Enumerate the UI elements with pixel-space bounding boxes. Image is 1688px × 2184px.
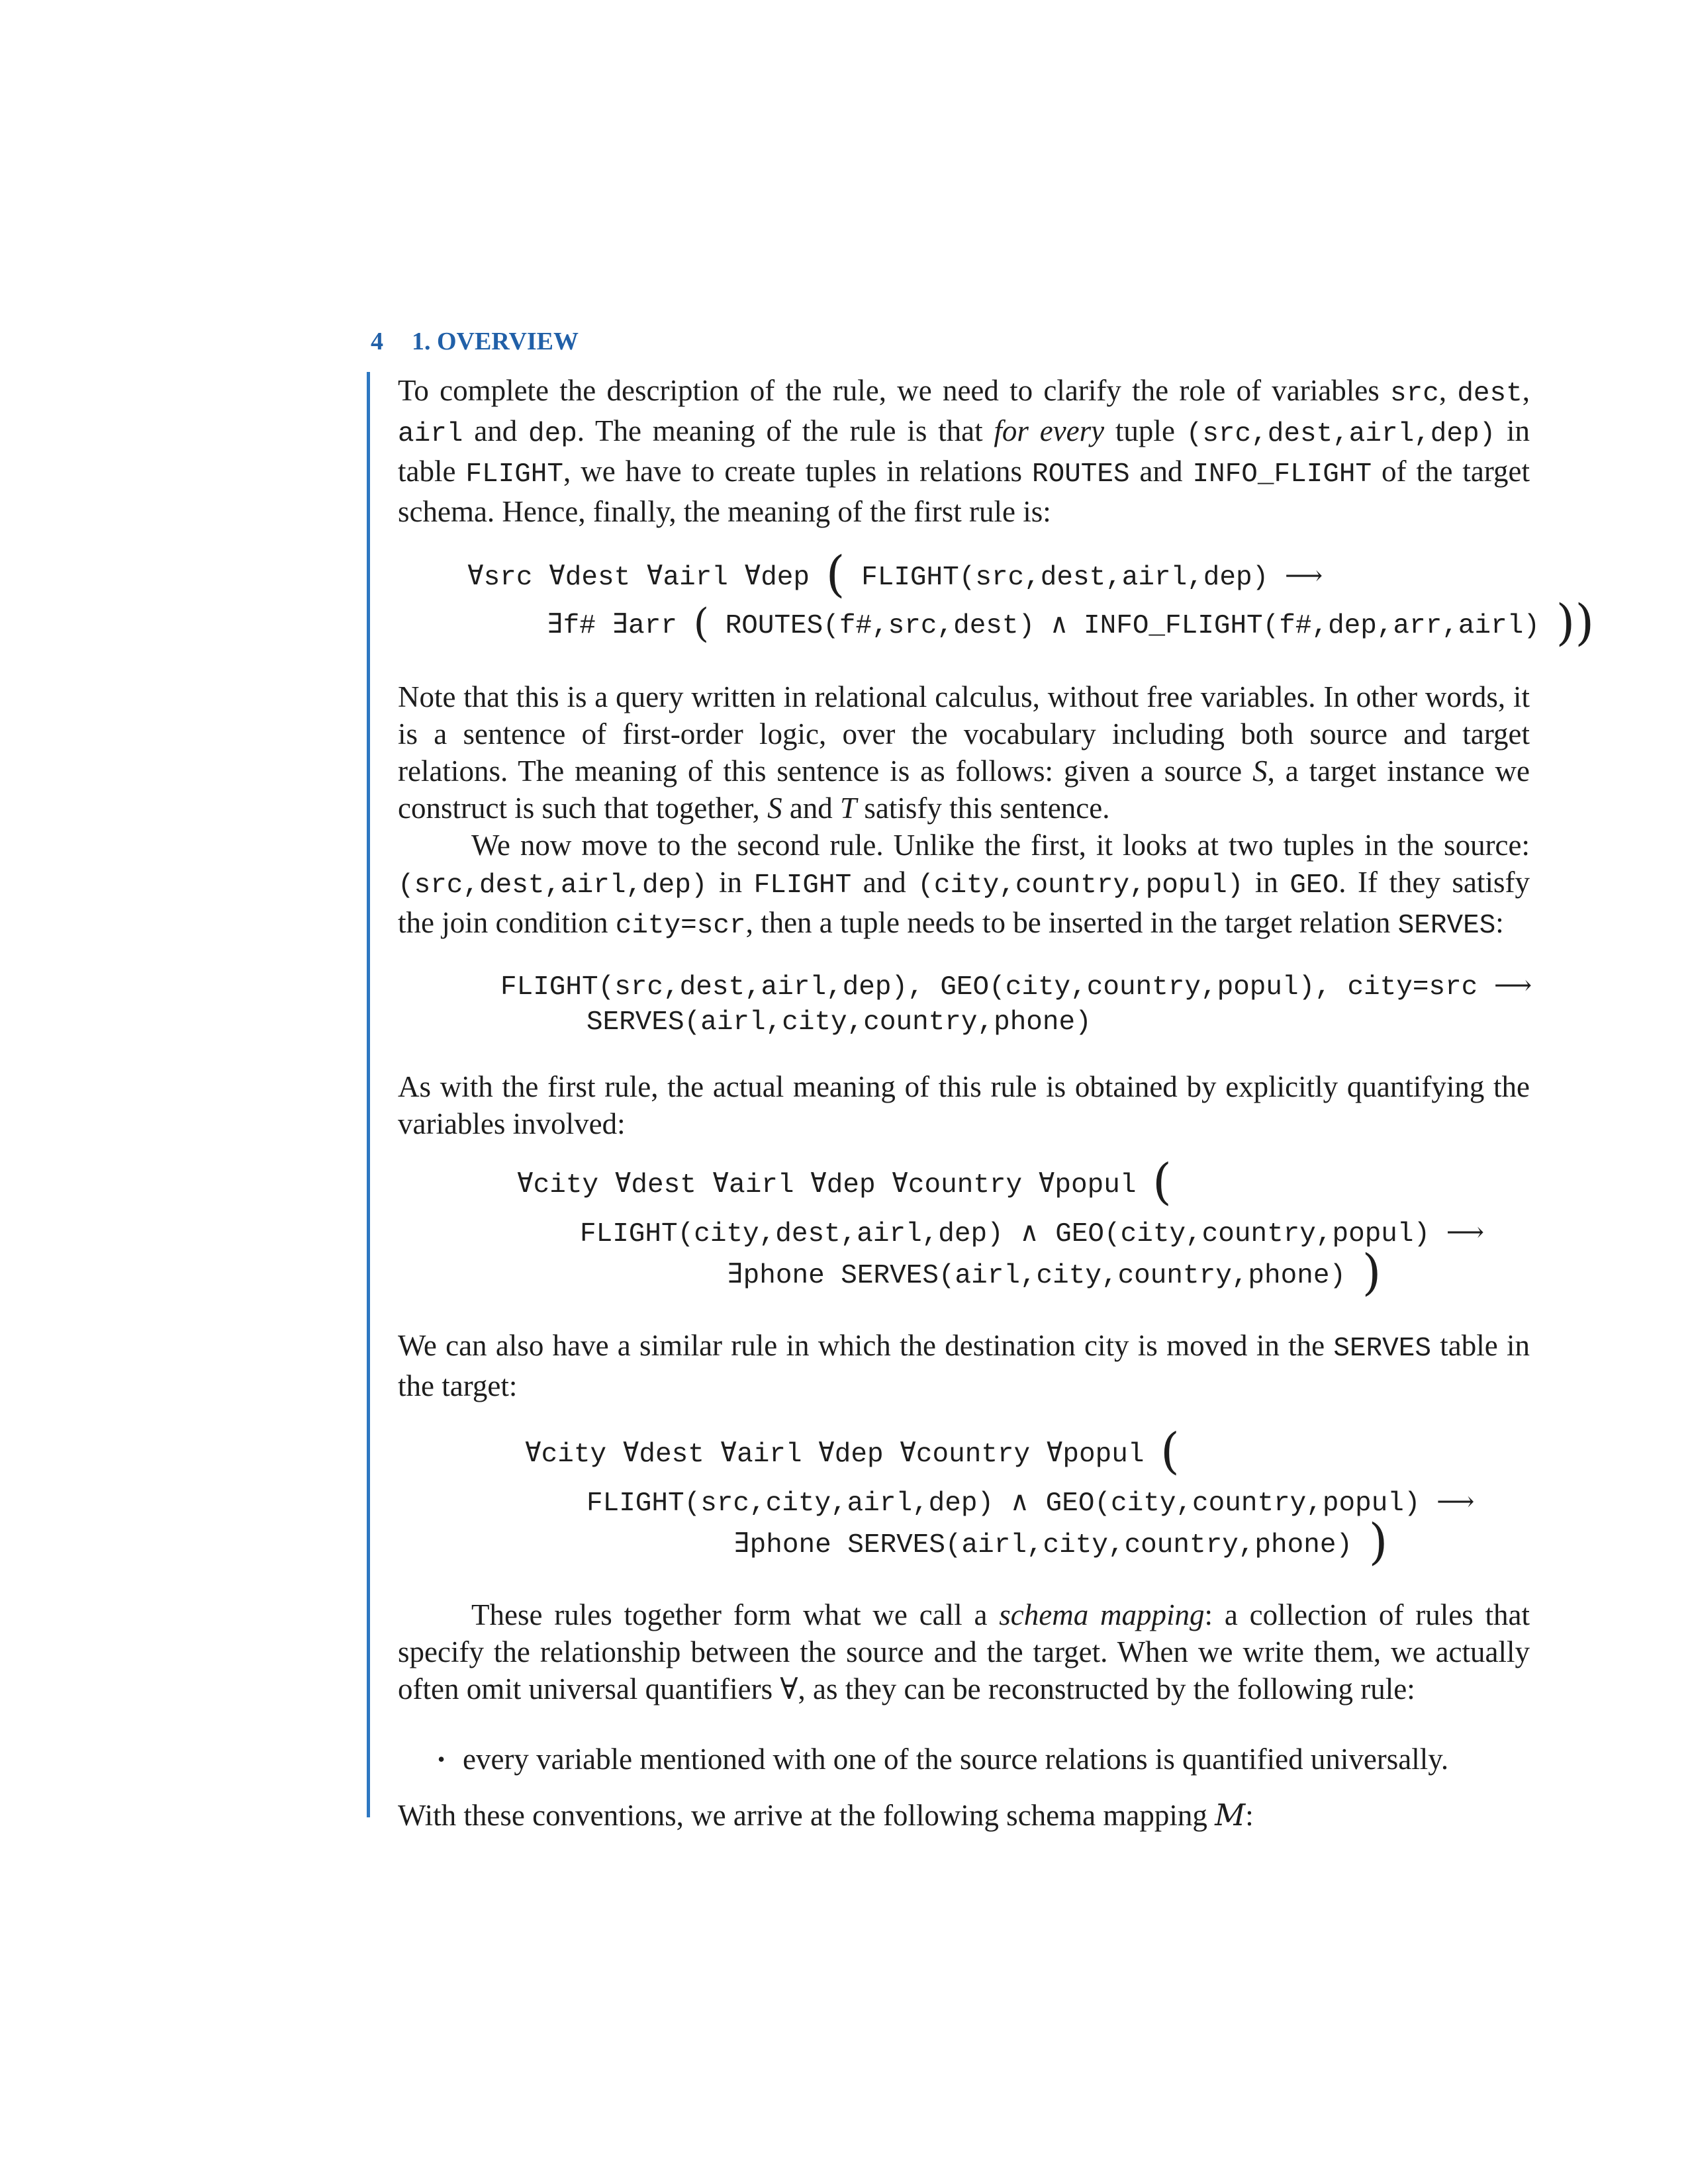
chapter-title: 1. OVERVIEW <box>412 328 579 355</box>
margin-change-bar <box>367 372 370 1817</box>
code-tuple: (src,dest,airl,dep) <box>398 870 708 901</box>
text: and <box>782 792 841 825</box>
page-number: 4 <box>371 328 383 355</box>
code-tuple: (city,country,popul) <box>917 870 1244 901</box>
text: and <box>463 414 528 447</box>
formula-part: GEO(city,country,popul) <box>940 972 1315 1003</box>
code-relation: FLIGHT <box>465 459 564 490</box>
paragraph-5 <box>398 1327 1530 1404</box>
close-paren: ) <box>1362 1244 1382 1301</box>
formula-2-line-1 <box>500 967 1532 1006</box>
code-var: dep <box>528 419 577 449</box>
formula-part: SERVES(airl,city,country,phone) <box>586 1007 1092 1038</box>
implies-arrow: ⟶ <box>1284 561 1323 591</box>
quantifiers: ∀city ∀dest ∀airl ∀dep ∀country ∀popul <box>517 1170 1137 1201</box>
text: , a target instance we construct is such that together, <box>398 754 1530 825</box>
math-var: S <box>1252 754 1268 788</box>
emphasis: schema mapping <box>999 1598 1205 1631</box>
text: of the target schema. Hence, finally, the meaning of the first rule is: <box>398 455 1530 528</box>
code-relation: FLIGHT <box>753 870 852 901</box>
text: , we have to create tuples in relations <box>563 455 1032 488</box>
paragraph-3 <box>398 827 1530 944</box>
open-paren: ( <box>1160 1423 1180 1480</box>
code-relation: SERVES <box>1333 1334 1431 1364</box>
quantifiers: ∀src ∀dest ∀airl ∀dep <box>467 563 810 593</box>
math-symbol: M <box>1215 1797 1246 1833</box>
separator: , <box>1315 972 1348 1003</box>
and-symbol: ∧ <box>1019 1217 1039 1248</box>
math-var: S <box>767 792 782 825</box>
text: : a collection of rules that specify the relationship between the source and the target. When we write them, we actually often omit universal quantifiers ∀, as they can be reconstructed by the following rule: <box>398 1598 1530 1706</box>
text: in <box>1243 866 1290 899</box>
paragraph-4 <box>398 1068 1530 1142</box>
paragraph-7 <box>398 1797 1530 1834</box>
text: tuple <box>1104 414 1186 447</box>
text: We now move to the second rule. Unlike the first, it looks at two tuples in the source: <box>471 829 1530 862</box>
bullet-list-item <box>438 1741 1448 1778</box>
close-paren: ) <box>1368 1514 1388 1570</box>
text: As with the first rule, the actual meaning of this rule is obtained by explicitly quantifying the variables involved: <box>398 1070 1530 1140</box>
text: . If they satisfy the join condition <box>398 866 1530 939</box>
text: and <box>851 866 918 899</box>
code-condition: city=scr <box>615 911 746 941</box>
paragraph-1 <box>398 372 1530 530</box>
implies-arrow: ⟶ <box>1436 1486 1475 1517</box>
code-relation: INFO_FLIGHT <box>1192 459 1372 490</box>
formula-3-line-3 <box>727 1244 1382 1301</box>
code-var: src <box>1390 379 1439 409</box>
implies-arrow: ⟶ <box>1446 1217 1485 1248</box>
and-symbol: ∧ <box>1009 1486 1029 1517</box>
quantifiers: ∃f# ∃arr <box>547 611 677 641</box>
formula-part: FLIGHT(city,dest,airl,dep) <box>580 1219 1004 1250</box>
text: , then a tuple needs to be inserted in the target relation <box>745 906 1398 939</box>
math-var: T <box>840 792 857 825</box>
open-paren: ( <box>825 546 845 603</box>
text: : <box>1245 1799 1254 1832</box>
text: satisfy this sentence. <box>857 792 1110 825</box>
code-var: airl <box>398 419 463 449</box>
code-var: dest <box>1457 379 1523 409</box>
text: table in the target: <box>398 1329 1530 1402</box>
bullet-icon: • <box>438 1747 445 1771</box>
formula-2-line-2 <box>586 1004 1092 1041</box>
separator: , <box>908 972 941 1003</box>
formula-1-line-2 <box>547 594 1595 651</box>
formula-4-line-1 <box>525 1423 1180 1480</box>
close-parens: )) <box>1556 594 1595 651</box>
paragraph-2 <box>398 678 1530 827</box>
formula-1-line-1 <box>467 546 1323 603</box>
formula-part: ∃phone SERVES(airl,city,country,phone) <box>733 1530 1353 1561</box>
running-head <box>371 327 579 356</box>
formula-part: ∃phone SERVES(airl,city,country,phone) <box>727 1261 1346 1291</box>
quantifiers: ∀city ∀dest ∀airl ∀dep ∀country ∀popul <box>525 1439 1145 1470</box>
text: These rules together form what we call a <box>471 1598 1000 1631</box>
formula-3-line-2 <box>580 1214 1484 1253</box>
implies-arrow: ⟶ <box>1493 970 1532 1001</box>
text: . The meaning of the rule is that <box>577 414 994 447</box>
bullet-text: every variable mentioned with one of the source relations is quantified universally. <box>463 1743 1449 1776</box>
code-tuple: (src,dest,airl,dep) <box>1186 419 1496 449</box>
text: We can also have a similar rule in which the destination city is moved in the <box>398 1329 1334 1362</box>
formula-4-line-2 <box>586 1483 1474 1522</box>
code-relation: SERVES <box>1397 911 1496 941</box>
formula-part: FLIGHT(src,dest,airl,dep) <box>500 972 908 1003</box>
formula-3-line-1 <box>517 1154 1172 1210</box>
text: and <box>1129 455 1193 488</box>
formula-body: FLIGHT(src,dest,airl,dep) <box>861 563 1269 593</box>
formula-4-line-3 <box>733 1514 1388 1570</box>
formula-part: FLIGHT(src,city,airl,dep) <box>586 1488 994 1519</box>
formula-part: GEO(city,country,popul) <box>1055 1219 1430 1250</box>
text: in <box>707 866 754 899</box>
formula-part: city=src <box>1347 972 1478 1003</box>
text: With these conventions, we arrive at the following schema mapping <box>398 1799 1215 1832</box>
formula-part: GEO(city,country,popul) <box>1045 1488 1421 1519</box>
text: , <box>1438 374 1458 407</box>
paragraph-6 <box>398 1596 1530 1707</box>
code-relation: GEO <box>1289 870 1339 901</box>
text: Note that this is a query written in relational calculus, without free variables. In other words, it is a sentence of first-order logic, over the vocabulary including both source and target relations. The meaning of this sentence is as follows: given a source <box>398 680 1530 788</box>
text: , <box>1522 374 1530 407</box>
text: : <box>1495 906 1504 939</box>
open-paren: ( <box>1152 1154 1172 1210</box>
formula-body: ROUTES(f#,src,dest) ∧ INFO_FLIGHT(f#,dep,arr,airl) <box>725 611 1540 641</box>
code-relation: ROUTES <box>1031 459 1130 490</box>
open-paren: ( <box>693 600 710 647</box>
text: in table <box>398 414 1530 488</box>
text: To complete the description of the rule, we need to clarify the role of variables <box>398 374 1390 407</box>
emphasis: for every <box>994 414 1105 447</box>
